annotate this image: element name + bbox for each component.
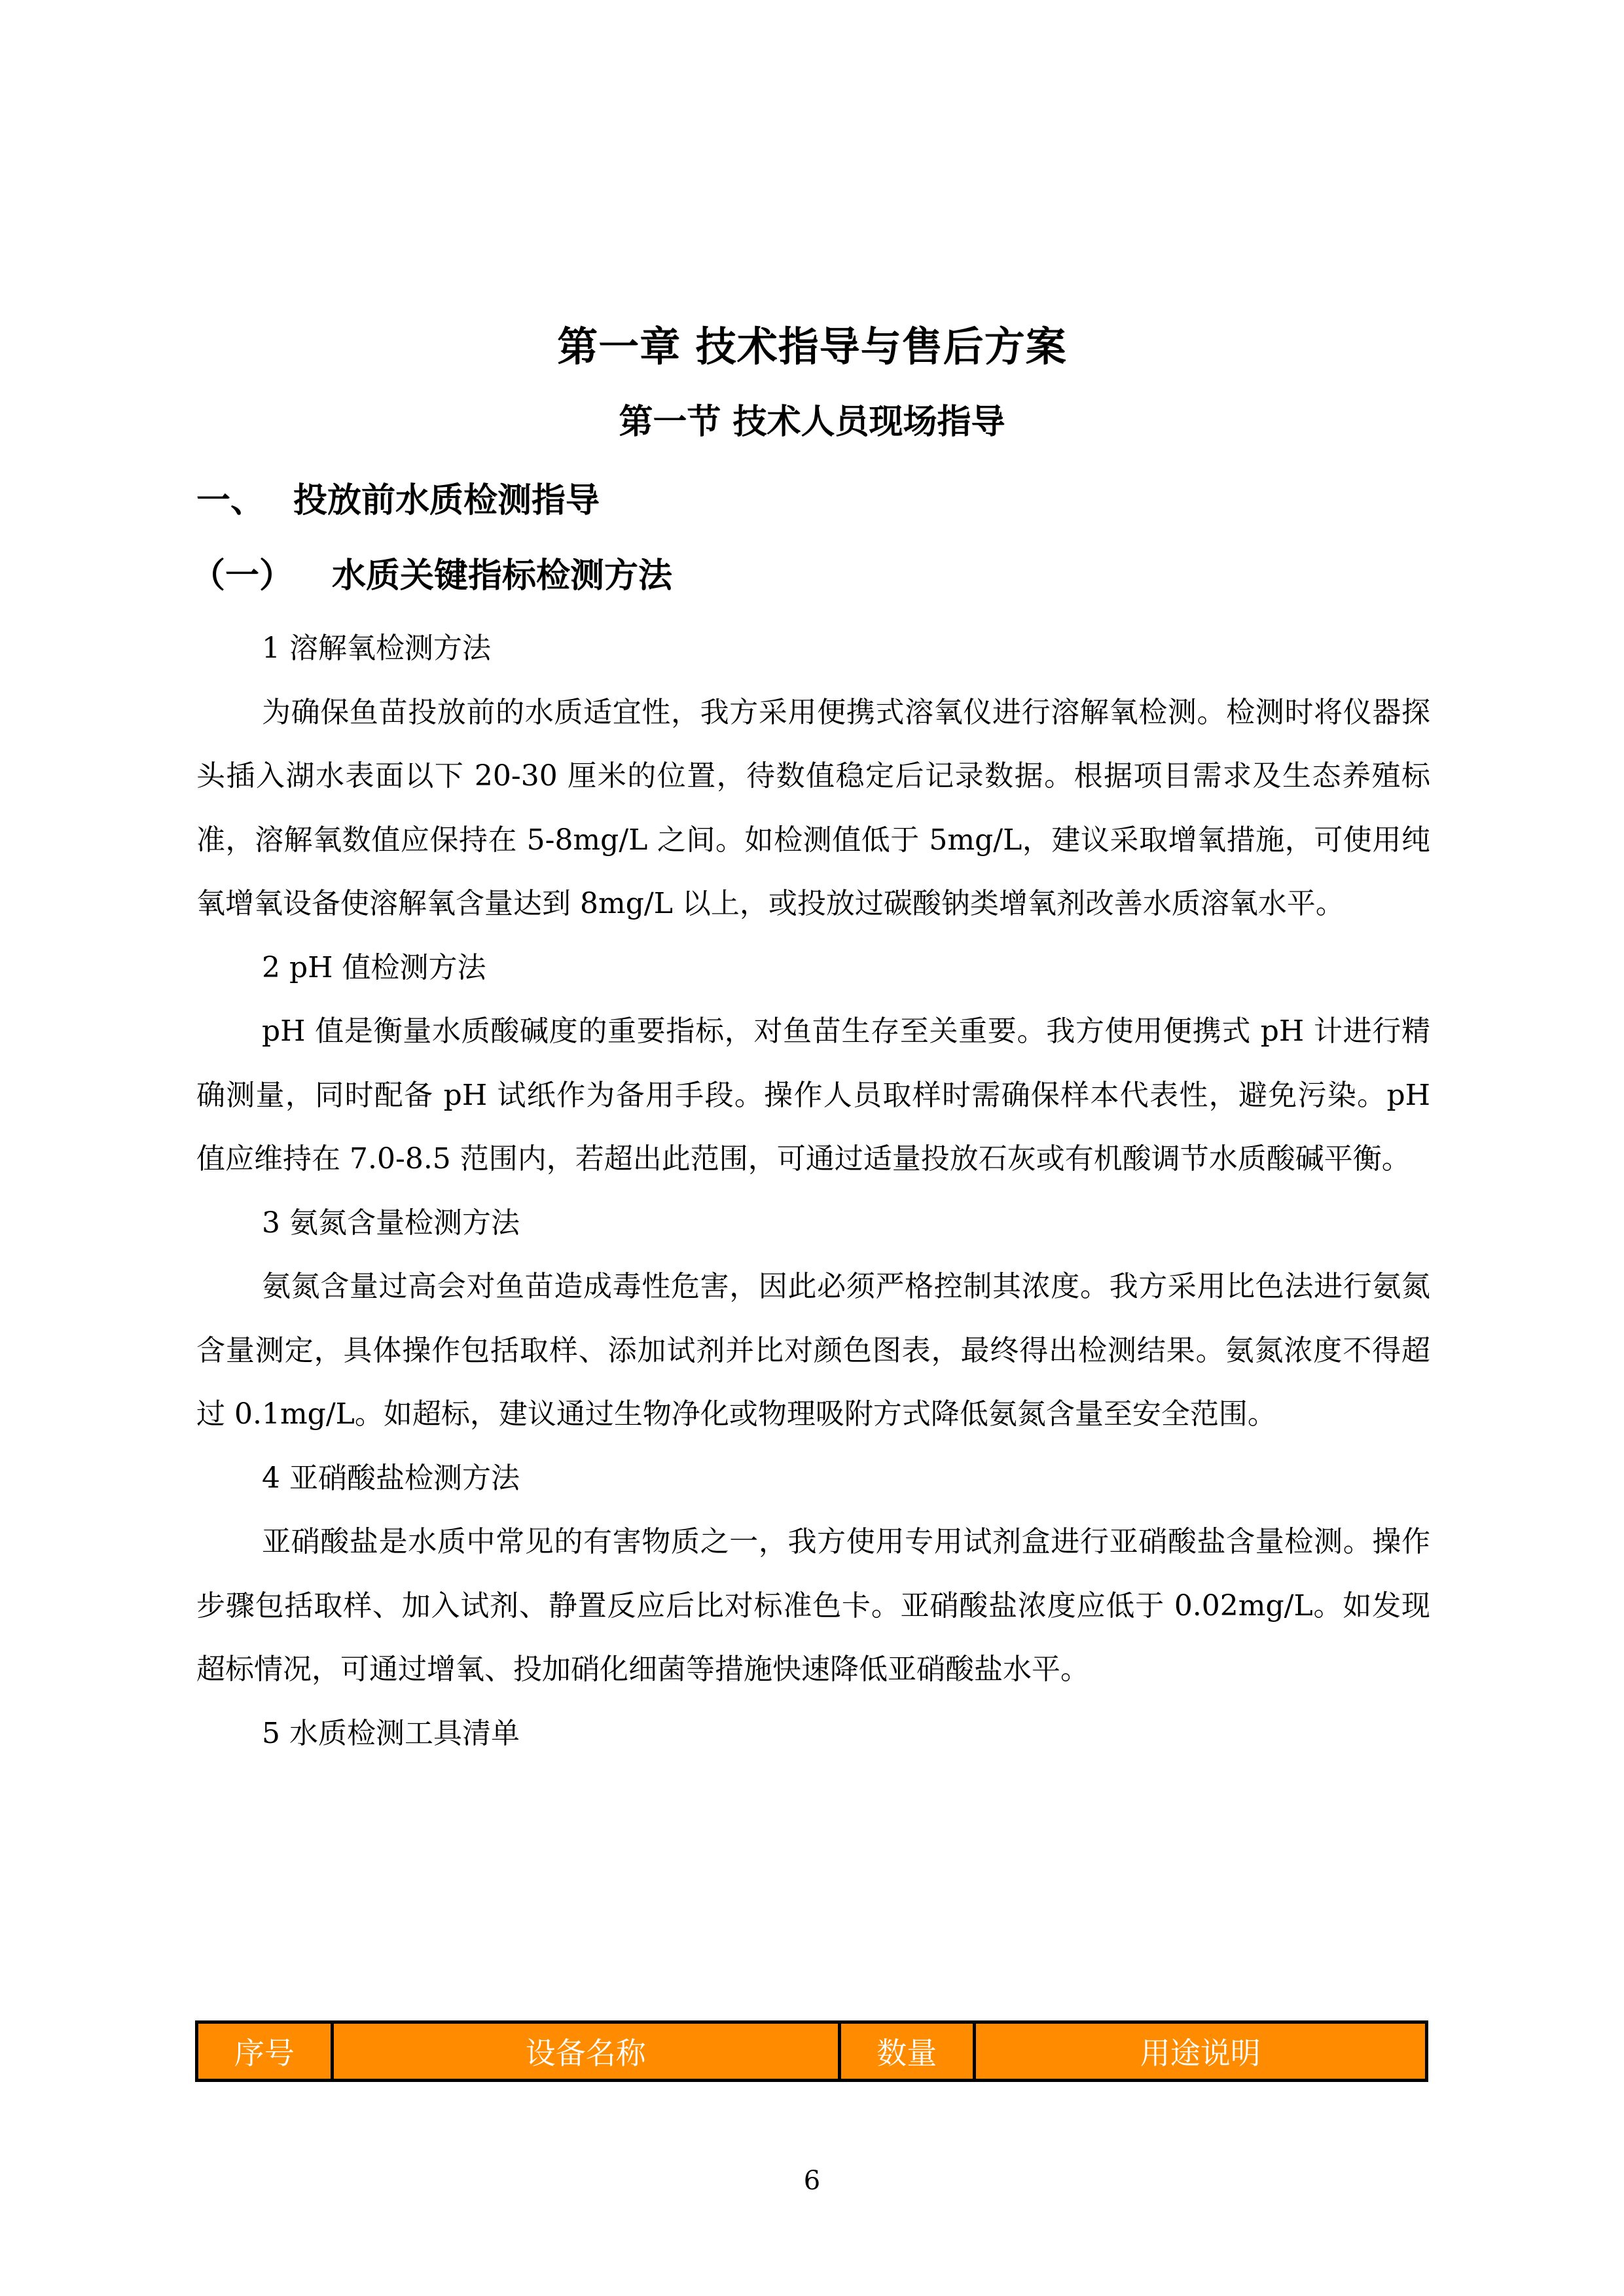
column-header-index: 序号	[197, 2022, 333, 2081]
subheading-ph: 2 pH 值检测方法	[262, 950, 486, 984]
paragraph-ph: pH 值是衡量水质酸碱度的重要指标，对鱼苗生存至关重要。我方使用便携式 pH 计进行精确测量，同时配备 pH 试纸作为备用手段。操作人员取样时需确保样本代表性，避免污染。pH 值应维持在 7.0-8.5 范围内，若超出此范围，可通过适量投放石灰或有机酸调节水质酸碱平衡。	[196, 1014, 1430, 1175]
heading-level-1-number: 一、	[196, 481, 265, 520]
subheading-nitrite: 4 亚硝酸盐检测方法	[262, 1461, 520, 1495]
subheading-tools-list: 5 水质检测工具清单	[262, 1716, 520, 1750]
page-number: 6	[803, 2166, 821, 2196]
paragraph-ammonia: 氨氮含量过高会对鱼苗造成毒性危害，因此必须严格控制其浓度。我方采用比色法进行氨氮含量测定，具体操作包括取样、添加试剂并比对颜色图表，最终得出检测结果。氨氮浓度不得超过 0.1mg/L。如超标，建议通过生物净化或物理吸附方式降低氨氮含量至安全范围。	[196, 1270, 1430, 1431]
subheading-dissolved-oxygen: 1 溶解氧检测方法	[262, 632, 491, 665]
heading-level-2	[191, 547, 672, 605]
subheading-ammonia: 3 氨氮含量检测方法	[262, 1206, 520, 1240]
heading-level-2-number: （一）	[191, 556, 294, 596]
body-text	[196, 617, 1430, 1765]
paragraph-dissolved-oxygen: 为确保鱼苗投放前的水质适宜性，我方采用便携式溶氧仪进行溶解氧检测。检测时将仪器探头插入湖水表面以下 20-30 厘米的位置，待数值稳定后记录数据。根据项目需求及生态养殖标准，溶解氧数值应保持在 5-8mg/L 之间。如检测值低于 5mg/L，建议采取增氧措施，可使用纯氧增氧设备使溶解氧含量达到 8mg/L 以上，或投放过碳酸钠类增氧剂改善水质溶氧水平。	[196, 695, 1430, 920]
tools-table	[195, 2020, 1428, 2082]
column-header-quantity: 数量	[839, 2022, 974, 2081]
heading-level-1-text: 投放前水质检测指导	[293, 481, 600, 520]
heading-level-1	[196, 471, 600, 530]
column-header-purpose: 用途说明	[974, 2022, 1426, 2081]
heading-level-2-text: 水质关键指标检测方法	[332, 556, 673, 596]
column-header-equipment-name: 设备名称	[332, 2022, 839, 2081]
table-header-row	[197, 2022, 1427, 2081]
paragraph-nitrite: 亚硝酸盐是水质中常见的有害物质之一，我方使用专用试剂盒进行亚硝酸盐含量检测。操作步骤包括取样、加入试剂、静置反应后比对标准色卡。亚硝酸盐浓度应低于 0.02mg/L。如发现超标情况，可通过增氧、投加硝化细菌等措施快速降低亚硝酸盐水平。	[196, 1525, 1430, 1686]
section-title: 第一节 技术人员现场指导	[619, 403, 1005, 442]
chapter-title: 第一章 技术指导与售后方案	[557, 323, 1067, 370]
